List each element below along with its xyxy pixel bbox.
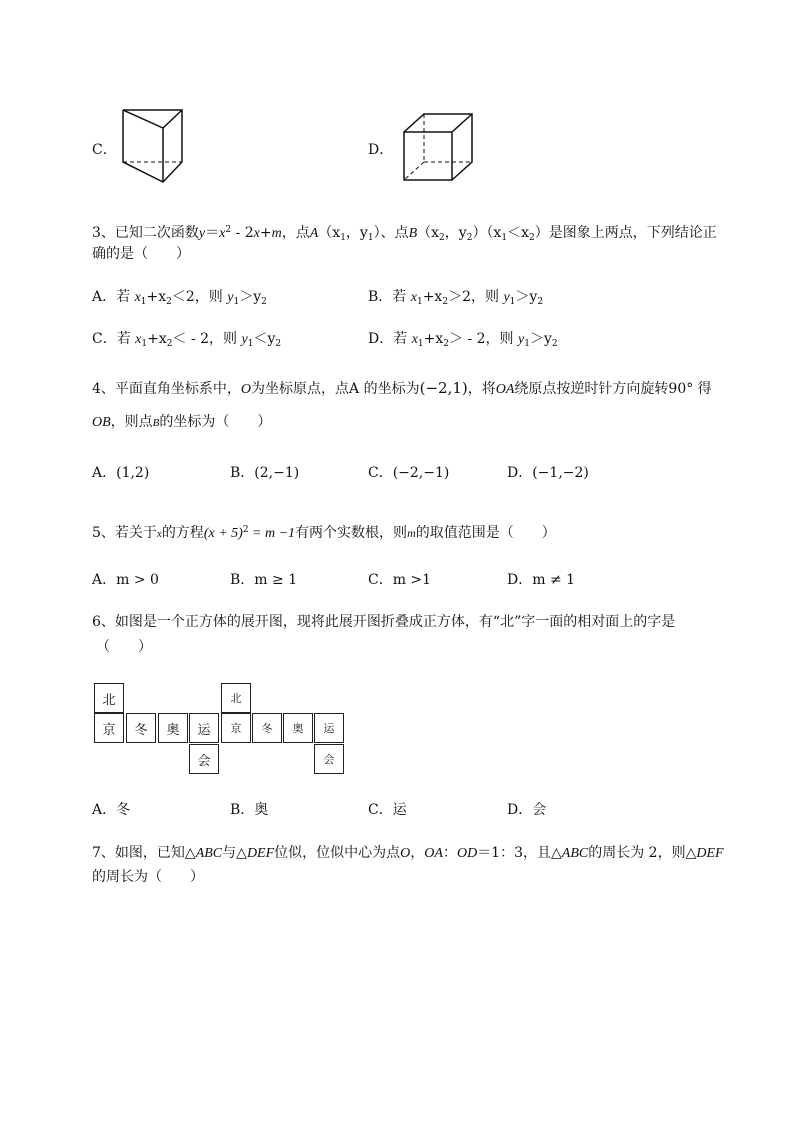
q6-option-c[interactable]: C．运 (368, 802, 407, 818)
net-b-bottom-cell: 会 (314, 744, 344, 774)
question-5-stem: 5、若关于x的方程$(x + 5)^2 = m -1$有两个实数根，则m的取值范围是（ ） (92, 525, 556, 541)
net-b-row-cell: 冬 (252, 713, 282, 743)
question-3-stem-line2: 确的是（ ） (92, 246, 190, 262)
q5-option-b[interactable]: B．m ≥ 1 (230, 572, 298, 588)
q3-option-c[interactable]: C．若 $x_1+x_2< - 2$，则 $y_1<y_2$ (92, 331, 282, 349)
question-6-stem-line2: （ ） (96, 639, 152, 655)
option-d-label: D． (368, 142, 394, 158)
q5-option-a[interactable]: A．m > 0 (92, 572, 159, 588)
net-a-bottom-cell: 会 (189, 744, 219, 774)
q3-option-a[interactable]: A．若 $x_1+x_2<2$，则 $y_1>y_2$ (92, 289, 267, 307)
option-c-label: C． (92, 142, 117, 158)
question-7-stem-line2: 的周长为（ ） (92, 869, 204, 885)
q6-option-b[interactable]: B．奥 (230, 802, 269, 818)
question-4-stem: 4、平面直角坐标系中，O为坐标原点，点A 的坐标为(−2,1)，将OA绕原点按逆时针方向旋转90° 得 (92, 379, 712, 397)
net-a-top-cell: 北 (94, 683, 124, 713)
net-a-row-cell: 奥 (158, 713, 188, 743)
q4-option-c[interactable]: C．(−2,−1) (368, 465, 450, 481)
q6-option-a[interactable]: A．冬 (92, 802, 131, 818)
q4-option-a[interactable]: A．(1,2) (92, 465, 150, 481)
triangular-prism-figure (118, 106, 190, 186)
question-3-stem: 3、已知二次函数$y=x^2 - 2x+m$，点$A(x_1$，$y_1$）、点$B(x_2$，$y_2)(x_1<x_2)$是图象上两点，下列结论正 (92, 225, 717, 243)
q3-option-b[interactable]: B．若 $x_1+x_2>2$，则 $y_1>y_2$ (368, 289, 544, 307)
q5-option-d[interactable]: D．m ≠ 1 (507, 572, 576, 588)
net-a-row-cell: 运 (189, 713, 219, 743)
q4-option-d[interactable]: D．(−1,−2) (507, 465, 589, 481)
net-b-top-cell: 北 (221, 683, 251, 713)
q3-option-d[interactable]: D．若 $x_1+x_2> - 2$，则 $y_1>y_2$ (368, 331, 558, 349)
q6-option-d[interactable]: D．会 (507, 802, 547, 818)
net-a-row-cell: 冬 (126, 713, 156, 743)
cube-figure (400, 110, 480, 186)
q5-option-c[interactable]: C．m >1 (368, 572, 432, 588)
question-7-stem: 7、如图，已知△ABC与△DEF位似，位似中心为点O，OA：OD＝1：3，且△ABC的周长为 2，则△DEF (92, 845, 724, 861)
net-a-row-cell: 京 (94, 713, 124, 743)
q4-option-b[interactable]: B．(2,−1) (230, 465, 300, 481)
question-4-stem-line2: OB，则点B的坐标为（ ） (92, 414, 272, 430)
question-6-stem: 6、如图是一个正方体的展开图，现将此展开图折叠成正方体，有“北”字一面的相对面上的字是 (92, 614, 676, 630)
net-b-row-cell: 京 (221, 713, 251, 743)
net-b-row-cell: 奥 (283, 713, 313, 743)
net-b-row-cell: 运 (314, 713, 344, 743)
